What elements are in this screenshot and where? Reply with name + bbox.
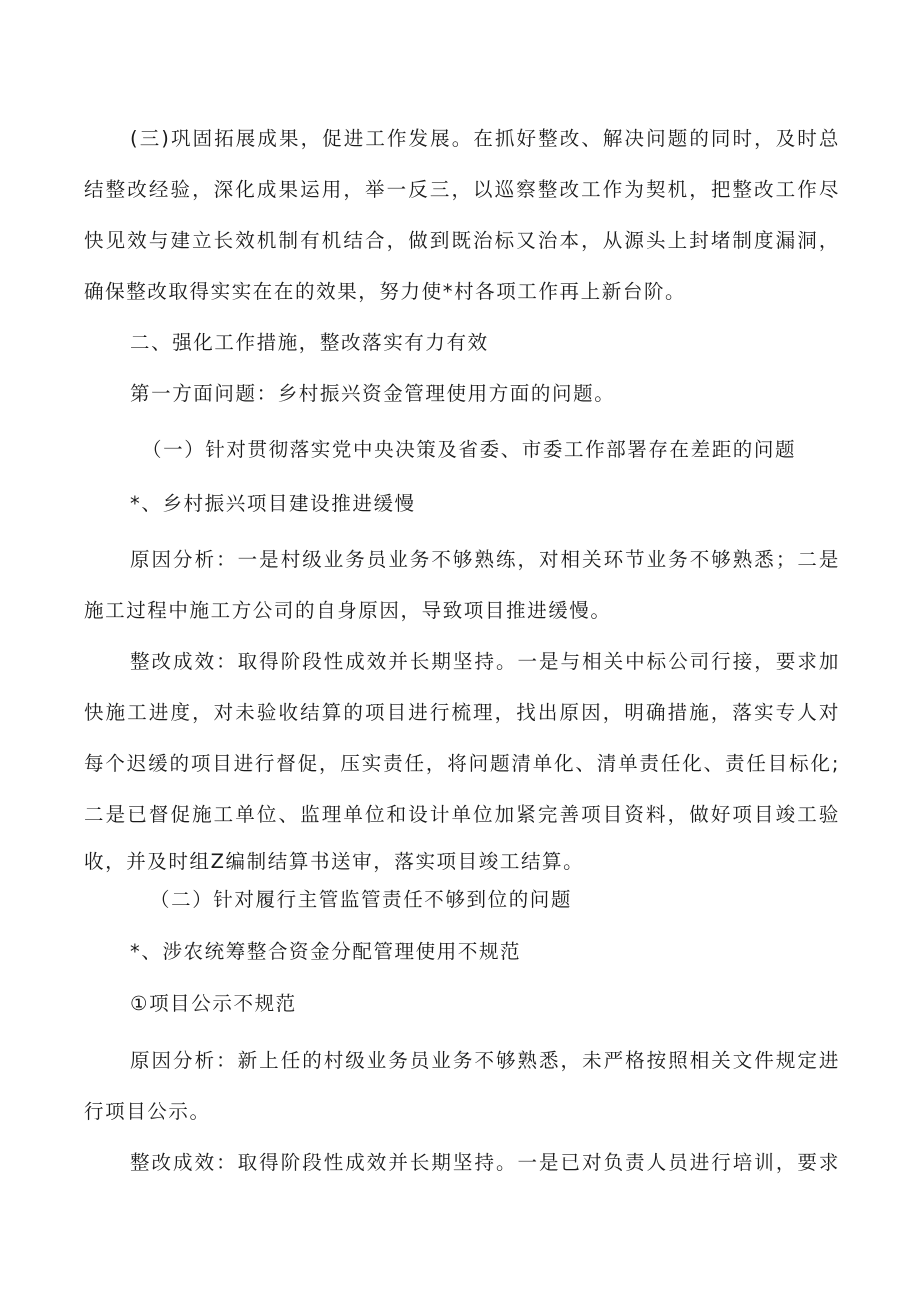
issue-heading-first: 第一方面问题：乡村振兴资金管理使用方面的问题。 [130,382,616,405]
paragraph-consolidate-line-4: 确保整改取得实实在在的效果，努力使*村各项工作再上新台阶。 [84,280,687,303]
paragraph-consolidate-line-1: (三)巩固拓展成果，促进工作发展。在抓好整改、解决问题的同时，及时总 [130,127,840,150]
paragraph-result-line-1: 整改成效：取得阶段性成效并长期坚持。一是与相关中标公司行接，要求加 [130,650,840,673]
paragraph-consolidate-line-3: 快见效与建立长效机制有机结合，做到既治标又治本，从源头上封堵制度漏洞， [84,229,840,252]
sub-heading-one: （一）针对贯彻落实党中央决策及省委、市委工作部署存在差距的问题 [142,438,797,461]
paragraph-cause2-line-1: 原因分析：新上任的村级业务员业务不够熟悉，未严格按照相关文件规定进 [130,1049,840,1072]
item-heading-publicity: ①项目公示不规范 [130,992,297,1015]
item-heading-project-delay: *、乡村振兴项目建设推进缓慢 [130,492,416,515]
sub-heading-two: （二）针对履行主管监管责任不够到位的问题 [150,888,573,911]
section-heading-measures: 二、强化工作措施，整改落实有力有效 [130,331,489,354]
paragraph-result-line-5: 收，并及时组Z编制结算书送审，落实项目竣工结算。 [84,850,585,873]
paragraph-cause-line-1: 原因分析：一是村级业务员业务不够熟练，对相关环节业务不够熟悉；二是 [130,548,840,571]
paragraph-result-line-2: 快施工进度，对未验收结算的项目进行梳理，找出原因，明确措施，落实专人对 [84,701,840,724]
paragraph-cause2-line-2: 行项目公示。 [84,1100,211,1123]
item-heading-funds: *、涉农统筹整合资金分配管理使用不规范 [130,940,522,963]
paragraph-consolidate-line-2: 结整改经验，深化成果运用，举一反三，以巡察整改工作为契机，把整改工作尽 [84,178,840,201]
paragraph-cause-line-2: 施工过程中施工方公司的自身原因，导致项目推进缓慢。 [84,599,612,622]
paragraph-result2-line-1: 整改成效：取得阶段性成效并长期坚持。一是已对负责人员进行培训，要求 [130,1151,840,1174]
paragraph-result-line-3: 每个迟缓的项目进行督促，压实责任，将问题清单化、清单责任化、责任目标化; [84,752,840,775]
paragraph-result-line-4: 二是已督促施工单位、监理单位和设计单位加紧完善项目资料，做好项目竣工验 [84,803,840,826]
